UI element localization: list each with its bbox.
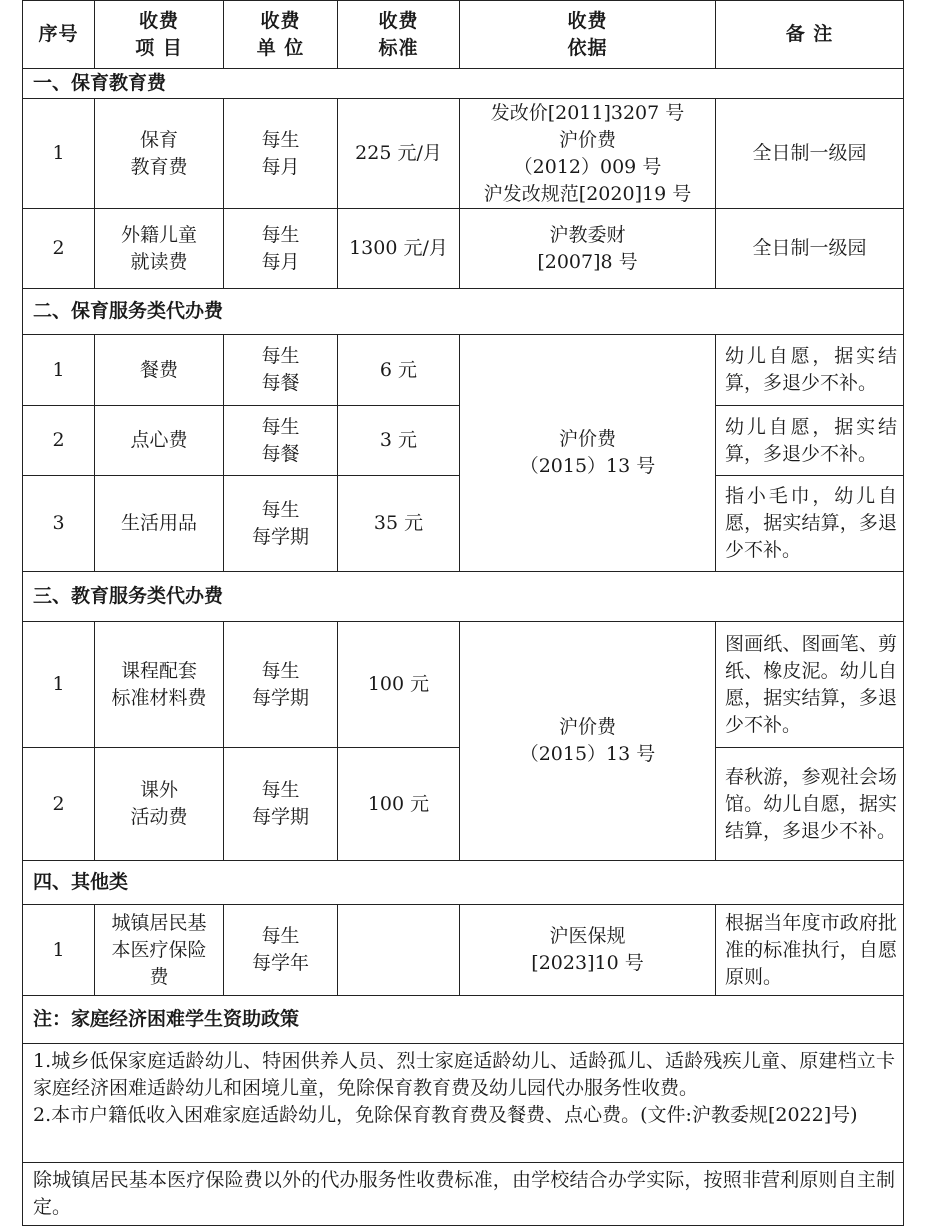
note-item-1: 1.城乡低保家庭适龄幼儿、特困供养人员、烈士家庭适龄幼儿、适龄孤儿、适龄残疾儿童、原建档立卡家庭经济困难适龄幼儿和困境儿童，免除保育教育费及幼儿园代办服务性收费。 [33, 1050, 895, 1099]
table-row-cell-remark: 指小毛巾，幼儿自愿，据实结算，多退少不补。 [715, 475, 904, 572]
table-row-cell-standard: 6 元 [337, 334, 460, 406]
table-row-cell-standard: 100 元 [337, 747, 460, 861]
table-row-cell-remark: 根据当年度市政府批准的标准执行，自愿原则。 [715, 904, 904, 996]
fee-table [22, 0, 904, 1226]
table-row-cell-seq: 3 [22, 475, 95, 572]
notes-body [22, 1043, 904, 1163]
table-row-cell-remark: 图画纸、图画笔、剪纸、橡皮泥。幼儿自愿，据实结算，多退少不补。 [715, 621, 904, 748]
table-row-cell-standard: 35 元 [337, 475, 460, 572]
header-basis: 收费 依据 [459, 0, 716, 69]
table-row-cell-unit: 每生 每学年 [223, 904, 338, 996]
table-row-cell-item: 点心费 [94, 405, 224, 476]
table-row-cell-standard: 1300 元/月 [337, 208, 460, 289]
table-row-cell-item: 课程配套 标准材料费 [94, 621, 224, 748]
table-row-cell-item: 课外 活动费 [94, 747, 224, 861]
header-standard: 收费 标准 [337, 0, 460, 69]
header-item: 收费 项 目 [94, 0, 224, 69]
table-row-cell-seq: 2 [22, 405, 95, 476]
table-row-cell-item: 保育 教育费 [94, 98, 224, 209]
table-row-cell-remark: 全日制一级园 [715, 208, 904, 289]
table-row-cell-seq: 1 [22, 904, 95, 996]
section-title-4: 四、其他类 [22, 860, 904, 905]
table-row-cell-seq: 1 [22, 621, 95, 748]
table-row-cell-unit: 每生 每学期 [223, 621, 338, 748]
section-title-1: 一、保育教育费 [22, 68, 904, 99]
table-row-cell-unit: 每生 每餐 [223, 405, 338, 476]
notes-footer: 除城镇居民基本医疗保险费以外的代办服务性收费标准，由学校结合办学实际，按照非营利原则自主制定。 [22, 1162, 904, 1226]
header-seq: 序号 [22, 0, 95, 69]
note-item-2: 2.本市户籍低收入困难家庭适龄幼儿，免除保育教育费及餐费、点心费。(文件:沪教委规[2022]号) [33, 1104, 858, 1126]
table-row-cell-standard: 100 元 [337, 621, 460, 748]
section-2-basis: 沪价费 （2015）13 号 [459, 334, 716, 572]
table-row-cell-item: 生活用品 [94, 475, 224, 572]
table-row-cell-seq: 2 [22, 208, 95, 289]
table-row-cell-basis: 发改价[2011]3207 号 沪价费 （2012）009 号 沪发改规范[2020]19 号 [459, 98, 716, 209]
section-3-basis: 沪价费 （2015）13 号 [459, 621, 716, 861]
table-row-cell-remark: 幼儿自愿，据实结算，多退少不补。 [715, 405, 904, 476]
table-row-cell-seq: 1 [22, 98, 95, 209]
section-title-2: 二、保育服务类代办费 [22, 288, 904, 335]
table-row-cell-standard: 225 元/月 [337, 98, 460, 209]
table-row-cell-remark: 幼儿自愿，据实结算，多退少不补。 [715, 334, 904, 406]
table-row-cell-remark: 春秋游，参观社会场馆。幼儿自愿，据实结算，多退少不补。 [715, 747, 904, 861]
table-row-cell-standard [337, 904, 460, 996]
notes-title: 注：家庭经济困难学生资助政策 [22, 995, 904, 1044]
section-title-3: 三、教育服务类代办费 [22, 571, 904, 622]
table-row-cell-basis: 沪医保规 [2023]10 号 [459, 904, 716, 996]
table-row-cell-unit: 每生 每月 [223, 208, 338, 289]
header-remark: 备 注 [715, 0, 904, 69]
table-row-cell-remark: 全日制一级园 [715, 98, 904, 209]
table-row-cell-seq: 1 [22, 334, 95, 406]
table-row-cell-item: 城镇居民基 本医疗保险 费 [94, 904, 224, 996]
table-row-cell-unit: 每生 每学期 [223, 747, 338, 861]
table-row-cell-seq: 2 [22, 747, 95, 861]
table-row-cell-unit: 每生 每学期 [223, 475, 338, 572]
table-row-cell-item: 外籍儿童 就读费 [94, 208, 224, 289]
table-row-cell-item: 餐费 [94, 334, 224, 406]
table-row-cell-standard: 3 元 [337, 405, 460, 476]
table-row-cell-unit: 每生 每月 [223, 98, 338, 209]
table-row-cell-basis: 沪教委财 [2007]8 号 [459, 208, 716, 289]
table-row-cell-unit: 每生 每餐 [223, 334, 338, 406]
header-unit: 收费 单 位 [223, 0, 338, 69]
